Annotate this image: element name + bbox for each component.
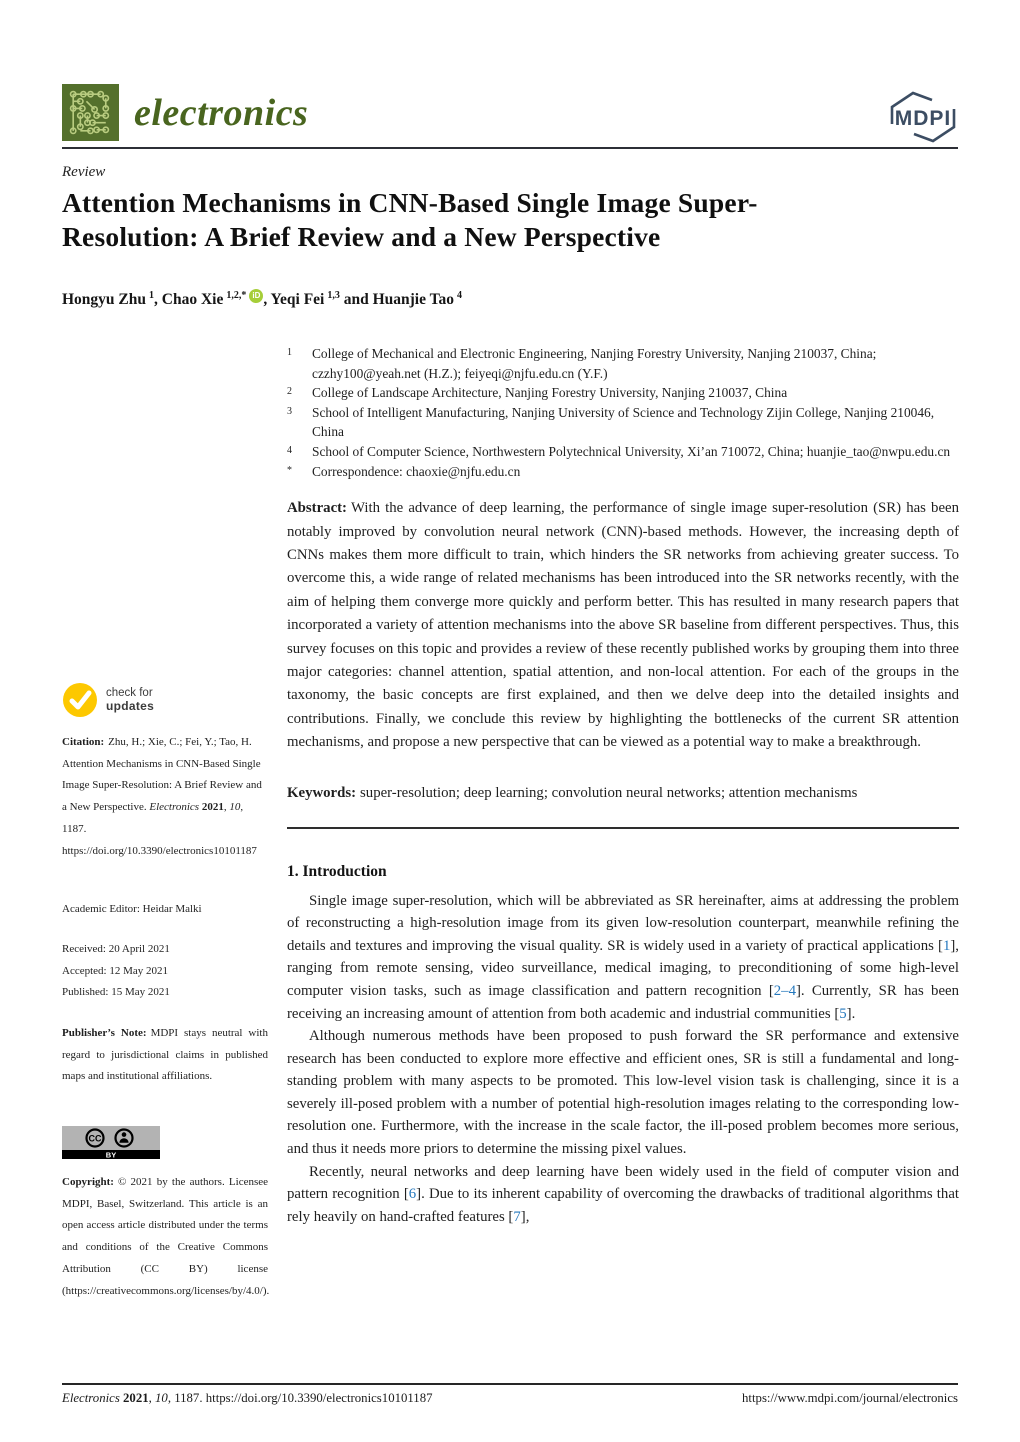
affiliation-marker: 2 xyxy=(287,386,292,398)
author-affiliation-sup: 4 xyxy=(457,289,462,301)
affiliation-text: Correspondence: chaoxie@njfu.edu.cn xyxy=(312,463,521,479)
text-part: , 1187. xyxy=(62,801,244,835)
reference-link[interactable]: 2–4 xyxy=(773,982,796,999)
text-part: 10 xyxy=(155,1391,168,1405)
affiliation-item xyxy=(287,442,959,462)
footer-left xyxy=(62,1391,433,1406)
affiliation-item xyxy=(287,344,959,383)
orcid-icon[interactable]: iD xyxy=(249,289,263,303)
copyright-text: © 2021 by the authors. Licensee MDPI, Basel, Switzerland. This article is an open access article distributed under the terms and conditions of the Creative Commons Attribution (CC BY) license (https://creativecommons.org/licenses/by/4.0/). xyxy=(62,1176,270,1297)
citation-block xyxy=(62,732,268,862)
publishers-note xyxy=(62,1023,268,1088)
affiliation-item xyxy=(287,462,959,482)
author-affiliation-sup: 1 xyxy=(149,289,155,301)
affiliation-marker: 4 xyxy=(287,444,292,456)
author-name: Hongyu Zhu xyxy=(62,291,147,308)
reference-link[interactable]: 6 xyxy=(408,1186,417,1203)
article-type: Review xyxy=(62,164,106,180)
affiliation-text: College of Landscape Architecture, Nanjing Forestry University, Nanjing 210037, China xyxy=(312,385,788,401)
paragraph: Recently, neural networks and deep learning have been widely used in the field of computer vision and pattern recognition [6]. Due to its inherent capability of overcoming the drawbacks of traditional algorithms that rely heavily on hand-crafted features [7], xyxy=(287,1163,959,1225)
abstract xyxy=(287,497,959,754)
text-part: 2021 xyxy=(123,1391,149,1405)
text-part: 2021 xyxy=(201,801,224,814)
main-column xyxy=(287,344,959,1228)
footer-journal-url[interactable]: https://www.mdpi.com/journal/electronics xyxy=(742,1391,958,1405)
header-divider xyxy=(62,147,958,149)
date-value: 20 April 2021 xyxy=(108,943,170,955)
mdpi-hexagon-icon xyxy=(884,88,962,146)
text-part: , 1187. xyxy=(167,1391,206,1405)
check-circle-icon xyxy=(62,682,98,718)
doi-link[interactable]: https://doi.org/10.3390/electronics10101187 xyxy=(205,1391,433,1405)
affiliation-marker: 3 xyxy=(287,405,292,417)
reference-link[interactable]: 1 xyxy=(942,937,951,954)
affiliation-item xyxy=(287,383,959,403)
footer xyxy=(62,1391,958,1406)
copyright-label: Copyright: xyxy=(62,1176,114,1188)
cc-by-license-badge[interactable] xyxy=(62,1126,160,1168)
check-for-updates-label: check for updates xyxy=(106,686,155,713)
author-name: Yeqi Fei xyxy=(270,291,325,308)
section-divider xyxy=(287,827,959,829)
date-row xyxy=(62,961,268,983)
affiliation-marker: * xyxy=(287,464,292,476)
date-row xyxy=(62,939,268,961)
affiliation-list xyxy=(287,344,959,481)
author-affiliation-sup: 1,2,* xyxy=(226,289,247,301)
mdpi-logo-text: MDPI xyxy=(894,107,952,130)
affiliation-text: College of Mechanical and Electronic Engineering, Nanjing Forestry University, Nanjing 210037, China; czzhy100@yeah.net (H.Z.); feiyeqi@njfu.edu.cn (Y.F.) xyxy=(312,346,877,381)
cc-by-icon xyxy=(62,1126,160,1159)
abstract-label: Abstract: xyxy=(287,500,347,517)
text-part: Electronics xyxy=(149,801,202,814)
author-separator: and xyxy=(339,291,373,308)
reference-link[interactable]: 7 xyxy=(513,1208,521,1225)
affiliation-text: School of Computer Science, Northwestern Polytechnical University, Xi’an 710072, China; huanjie_tao@nwpu.edu.cn xyxy=(312,443,951,459)
author-affiliation-sup: 1,3 xyxy=(327,289,340,301)
reference-link[interactable]: 5 xyxy=(839,1005,847,1022)
doi-link[interactable]: https://doi.org/10.3390/electronics10101187 xyxy=(62,844,257,857)
publishers-note-label: Publisher’s Note: xyxy=(62,1027,147,1039)
journal-logo xyxy=(62,84,308,141)
affiliation-item xyxy=(287,403,959,442)
academic-editor xyxy=(62,899,268,921)
paragraph: Single image super-resolution, which will be abbreviated as SR hereinafter, aims at addressing the problem of reconstructing a high-resolution image from its given low-resolution counterpart, meanwhile refining the details and textures and improving the visual quality. SR is widely used in a variety of practical applications [1], ranging from remote sensing, video surveillance, medical imaging, to preconditioning of some high-level computer vision tasks, such as image classification and pattern recognition [2–4]. Currently, SR has been receiving an increasing amount of attention from both academic and industrial communities [5]. xyxy=(287,892,959,1022)
publishers-note-text: MDPI stays neutral with regard to jurisdictional claims in published maps and institutional affiliations. xyxy=(62,1027,268,1083)
text-part: , xyxy=(223,801,230,814)
affiliation-text: School of Intelligent Manufacturing, Nanjing University of Science and Technology Zijin College, Nanjing 210046, China xyxy=(312,404,935,440)
author-separator: , xyxy=(154,291,162,308)
dates-block xyxy=(62,939,268,1004)
author-line xyxy=(62,289,462,309)
cc-by-text: BY xyxy=(105,1150,117,1159)
date-value: 15 May 2021 xyxy=(111,986,170,999)
author-name: Huanjie Tao xyxy=(372,291,454,308)
abstract-text: With the advance of deep learning, the performance of single image super-resolution (SR) has been notably improved by convolution neural network (CNN)-based methods. However, the increasing depth of CNNs makes them more difficult to train, which hinders the SR networks from achieving greater success. To overcome this, a wide range of related mechanisms has been introduced into the SR networks recently, with the aim of helping them converge more quickly and perform better. This has resulted in many research papers that incorporated a variety of attention mechanisms into the above SR baseline from different perspectives. Thus, this survey focuses on this topic and provides a review of these recently published works by grouping them into three major categories: channel attention, spatial attention, and non-local attention. For each of the groups in the taxonomy, the basic concepts are first explained, and then we delve deep into the detailed insights and contributions. Finally, we conclude this review by highlighting the bottlenecks of the current SR attention mechanisms, and propose a new perspective that can be viewed as a potential way to make a breakthrough. xyxy=(287,500,959,751)
intro-paragraphs xyxy=(287,890,959,1229)
citation-text xyxy=(62,736,262,857)
check-for-updates-badge[interactable] xyxy=(62,682,154,718)
mdpi-logo xyxy=(884,88,962,151)
journal-name: electronics xyxy=(134,91,309,134)
text-part: , xyxy=(148,1391,156,1405)
text-part: 10 xyxy=(229,801,241,814)
date-label: Published: xyxy=(62,986,112,999)
citation-label: Citation: xyxy=(62,736,105,748)
copyright-block xyxy=(62,1172,268,1302)
keywords xyxy=(287,782,959,805)
section-heading: 1. Introduction xyxy=(287,862,387,880)
date-row xyxy=(62,982,268,1004)
paragraph: Although numerous methods have been proposed to push forward the SR performance and extensive research has been conducted to explore more effective and efficient ones, SR is still a fundamental and long-standing problem with many aspects to be promoted. This low-level vision task is challenging, since it is a severely ill-posed problem with a number of potential high-resolution images relating to the corresponding low-resolution one. Furthermore, with the increase in the scale factor, the ill-posed problem becomes more serious, and thus it needs more priors to determine the missing pixel values. xyxy=(287,1028,959,1158)
date-label: Received: xyxy=(62,943,109,955)
text-part: Zhu, H.; Xie, C.; Fei, Y.; Tao, H. Attention Mechanisms in CNN-Based Single Image Super-Resolution: A Brief Review and a New Perspective. xyxy=(62,736,262,814)
author-name: Chao Xie xyxy=(161,291,224,308)
electronics-circuit-icon xyxy=(62,84,119,141)
page-title: Attention Mechanisms in CNN-Based Single Image Super-Resolution: A Brief Review and a New Perspective xyxy=(62,187,758,252)
keywords-text: super-resolution; deep learning; convolution neural networks; attention mechanisms xyxy=(360,784,858,801)
academic-editor-label: Academic Editor: xyxy=(62,903,140,915)
date-label: Accepted: xyxy=(62,964,110,977)
keywords-label: Keywords: xyxy=(287,784,357,801)
cc-icon-text: CC xyxy=(88,1133,102,1144)
author-separator: , xyxy=(263,291,271,308)
text-part: Electronics xyxy=(62,1391,124,1405)
affiliation-marker: 1 xyxy=(287,347,292,358)
date-value: 12 May 2021 xyxy=(109,964,169,977)
footer-divider xyxy=(62,1383,958,1385)
academic-editor-name: Heidar Malki xyxy=(142,903,202,915)
